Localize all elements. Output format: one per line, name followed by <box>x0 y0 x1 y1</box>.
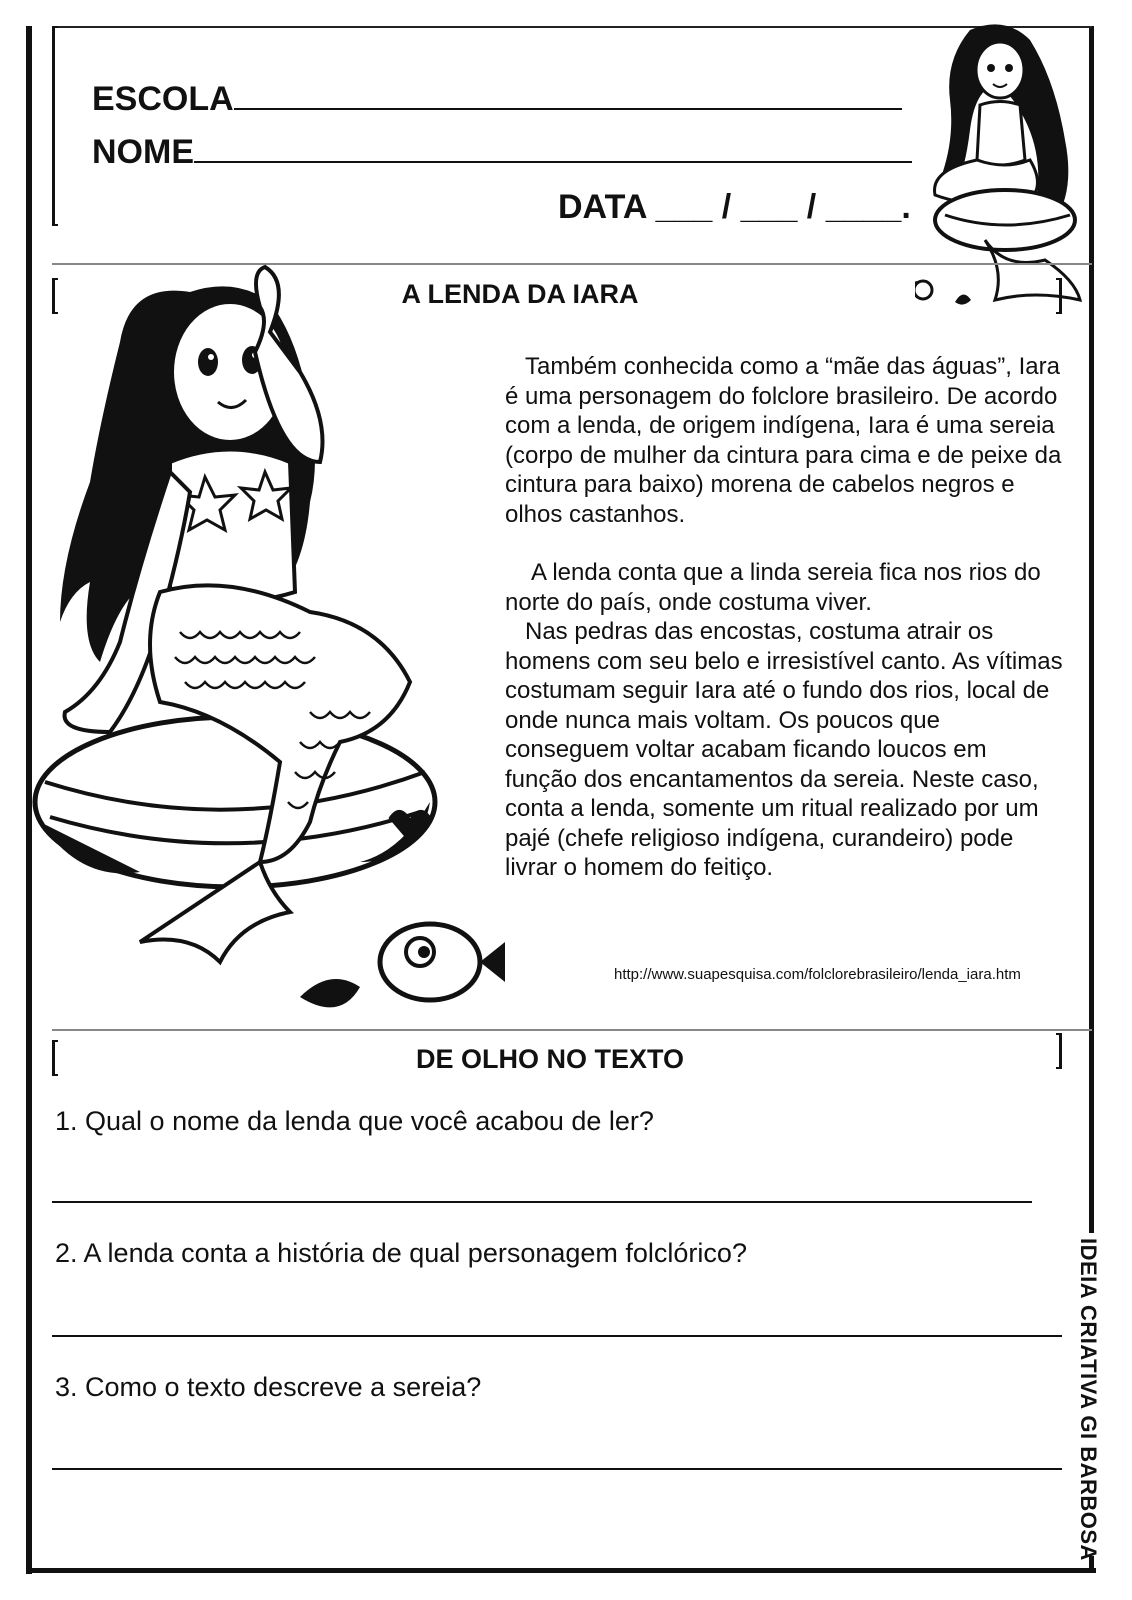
data-field[interactable] <box>558 188 911 227</box>
story-paragraph: Também conhecida como a “mãe das águas”, Iara é uma personagem do folclore brasileiro. De acordo com a lenda, de origem indígena, Iara é uma sereia (corpo de mulher da cintura para cima e de peixe da cintura para baixo) morena de cabelos negros e olhos castanhos. <box>505 353 1062 528</box>
escola-label: ESCOLA <box>92 80 234 118</box>
questions-top-rule <box>52 1029 1092 1031</box>
nome-field[interactable] <box>92 133 912 172</box>
nome-line <box>194 133 912 163</box>
question-3: 3. Como o texto descreve a sereia? <box>55 1372 482 1402</box>
story-paragraph: A lenda conta que a linda sereia fica nos rios do norte do país, onde costuma viver. <box>505 559 1041 616</box>
page-frame-bottom <box>26 1568 1096 1573</box>
story-paragraph: Nas pedras das encostas, costuma atrair os homens com seu belo e irresistível canto. As vítimas costumam seguir Iara até o fundo dos rios, local de onde nunca mais voltam. Os poucos que conseguem voltar acabam ficando loucos em função dos encantamentos da sereia. Neste caso, conta a lenda, somente um ritual realizado por um pajé (chefe religioso indígena, curandeiro) pode livrar o homem do feitiço. <box>505 618 1063 881</box>
story-bracket-right <box>1056 278 1062 314</box>
question-1: 1. Qual o nome da lenda que você acabou de ler? <box>55 1106 654 1136</box>
header-bracket <box>52 26 58 226</box>
questions-bracket-left <box>52 1040 58 1076</box>
questions-bracket-right <box>1056 1033 1062 1069</box>
story-title: A LENDA DA IARA <box>401 279 639 309</box>
answer-line-1[interactable] <box>52 1201 1032 1203</box>
nome-label: NOME <box>92 133 194 171</box>
questions-title: DE OLHO NO TEXTO <box>415 1044 685 1074</box>
mermaid-illustration <box>20 262 510 1027</box>
data-label: DATA ___ / ___ / ____. <box>558 188 911 226</box>
small-mermaid-illustration <box>915 10 1090 310</box>
escola-field[interactable] <box>92 80 902 119</box>
escola-line <box>234 80 902 110</box>
credit-text: IDEIA CRIATIVA GI BARBOSA <box>1076 1238 1101 1561</box>
source-url: http://www.suapesquisa.com/folclorebrasileiro/lenda_iara.htm <box>614 966 1021 983</box>
story-body <box>505 352 1065 883</box>
question-2: 2. A lenda conta a história de qual personagem folclórico? <box>55 1238 747 1268</box>
answer-line-3[interactable] <box>52 1468 1062 1470</box>
answer-line-2[interactable] <box>52 1335 1062 1337</box>
